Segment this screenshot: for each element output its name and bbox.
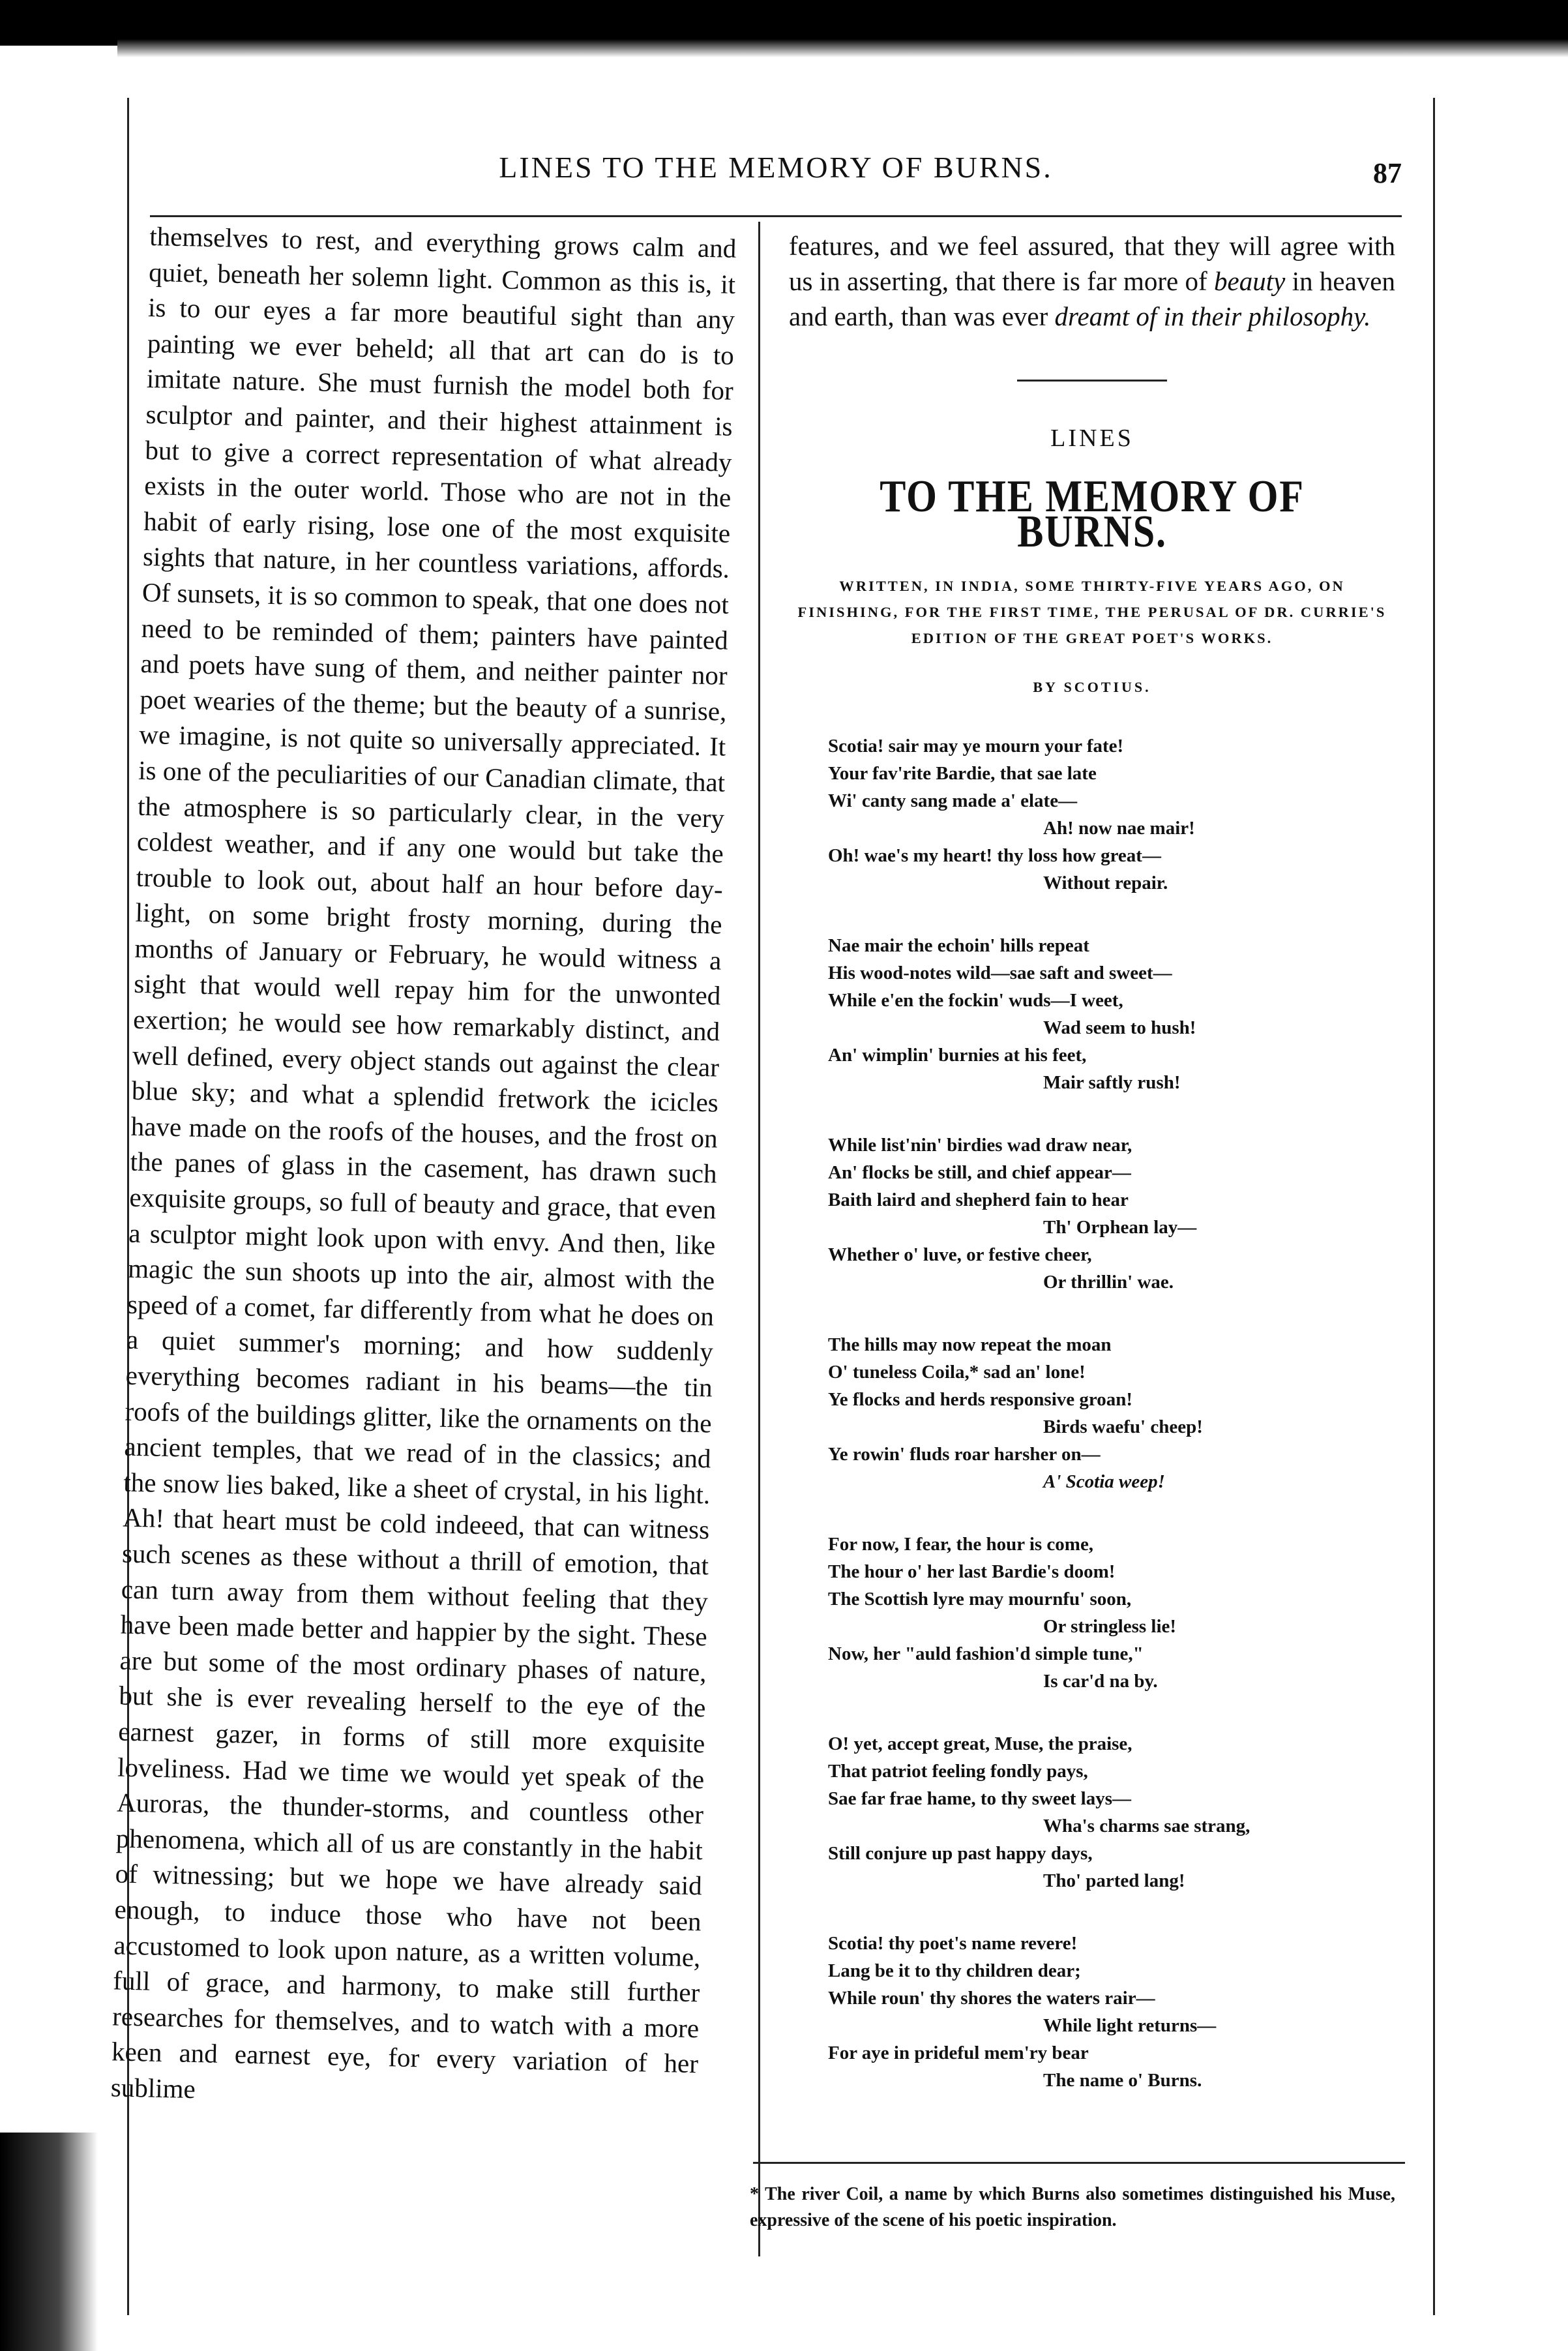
poem-line-indented: Wad seem to hush! [1043,1017,1196,1038]
poem-line-indented: Wha's charms sae strang, [1043,1816,1250,1836]
poem-line: Whether o' luve, or festive cheer, [828,1244,1092,1265]
poem-line: While e'en the fockin' wuds—I weet, [828,990,1123,1011]
poem-line: Now, her "auld fashion'd simple tune," [828,1643,1144,1664]
poem-line: O' tuneless Coila,* sad an' lone! [828,1362,1086,1383]
poem-line: An' flocks be still, and chief appear— [828,1162,1131,1183]
poem-line: Still conjure up past happy days, [828,1843,1093,1864]
poem-line-indented: Or stringless lie! [1043,1616,1177,1637]
stanza-1 [828,732,1395,897]
emphasis-dreamt: dreamt of in their philosophy. [1054,301,1371,331]
poem-line: Oh! wae's my heart! thy loss how great— [828,845,1161,866]
right-column [789,228,1395,2283]
poem-line: Ye rowin' fluds roar harsher on— [828,1444,1101,1465]
poem-line-indented: Tho' parted lang! [1043,1870,1185,1891]
poem-line-indented: Or thrillin' wae. [1043,1272,1174,1293]
poem-line-indented: Birds waefu' cheep! [1043,1416,1203,1437]
poem-line: For now, I fear, the hour is come, [828,1534,1094,1555]
poem-line: O! yet, accept great, Muse, the praise, [828,1733,1132,1754]
poem-line: Scotia! thy poet's name revere! [828,1933,1078,1954]
poem-line-indented: Without repair. [1043,873,1168,893]
poem-line-indented: Ah! now nae mair! [1043,818,1195,839]
stanza-4 [828,1331,1395,1495]
poem-line: Nae mair the echoin' hills repeat [828,935,1089,956]
stanza-6 [828,1730,1395,1894]
poem-line: Ye flocks and herds responsive groan! [828,1389,1133,1410]
paragraph-text-start: features, and we feel assured, that they will agree with us in asserting, that there is far more of [789,231,1395,296]
stanza-2 [828,932,1395,1096]
poem-line-indented: Is car'd na by. [1043,1671,1158,1692]
poem-line-indented: The name o' Burns. [1043,2070,1202,2091]
left-column [107,218,737,2284]
poem-title: TO THE MEMORY OF BURNS. [880,472,1305,557]
poem-byline: BY SCOTIUS. [1033,679,1151,695]
footnote-rule [753,2162,1405,2164]
poem-line: His wood-notes wild—sae saft and sweet— [828,963,1172,983]
poem-line: While roun' thy shores the waters rair— [828,1988,1155,2009]
stanza-7 [828,1930,1395,2094]
poem-subtitle: WRITTEN, IN INDIA, SOME THIRTY-FIVE YEARS AGO, ON FINISHING, FOR THE FIRST TIME, THE PERUSAL OF DR. CURRIE'S EDITION OF THE GREAT POET'S WORKS. [797,578,1387,646]
poem-line: The Scottish lyre may mournfu' soon, [828,1589,1132,1610]
emphasis-beauty: beauty [1214,266,1286,296]
poem-heading-lines: LINES [1050,425,1134,452]
poem-line-indented: Th' Orphean lay— [1043,1217,1197,1238]
poem-line: An' wimplin' burnies at his feet, [828,1045,1087,1066]
poem-line: Your fav'rite Bardie, that sae late [828,763,1097,784]
poem-line: The hour o' her last Bardie's doom! [828,1561,1116,1582]
stanza-5 [828,1531,1395,1695]
column-divider [758,222,760,2256]
scan-binding-shadow [0,2133,98,2351]
continued-paragraph [789,228,1395,334]
poem-line-indented: A' Scotia weep! [1043,1471,1165,1492]
poem-line-indented: While light returns— [1043,2015,1217,2036]
scan-top-shadow [117,39,1568,57]
poem-line: For aye in prideful mem'ry bear [828,2043,1089,2063]
running-head: LINES TO THE MEMORY OF BURNS. [499,151,1053,184]
body-paragraph: themselves to rest, and everything grows calm and quiet, beneath her solemn light. Common as this is, it is to our eyes a far more beautiful sight than any painting we ever beheld; all that art can do is to imitate nature. She must furnish the model both for sculptor and painter, and their highest attainment is but to give a correct representation of what already exists in the outer world. Those who are not in the habit of early rising, lose one of the most exquisite sights that nature, in her countless variations, affords. Of sunsets, it is so common to speak, that one does not need to be reminded of them; painters have painted and poets have sung of them, and neither painter nor poet wearies of the theme; but the beauty of a sunrise, we imagine, is not quite so universally appreciated. It is one of the peculiarities of our Canadian climate, that the atmosphere is so particularly clear, in the very coldest weather, and if any one would but take the trouble to look out, about half an hour before day-light, on some bright frosty morning, during the months of January or February, he would witness a sight that would well repay him for the unwonted exertion; he would see how remarkably distinct, and well defined, every object stands out against the clear blue sky; and what a splendid fretwork the icicles have made on the roofs of the houses, and the frost on the panes of glass in the casement, has drawn such exquisite groups, so full of beauty and grace, that even a sculptor might look upon with envy. And then, like magic the sun shoots up into the air, almost with the speed of a comet, far differently from what he does on a quiet summer's morning; and how suddenly everything becomes radiant in his beams—the tin roofs of the buildings glitter, like the ornaments on the ancient temples, that we read of in the classics; and the snow lies baked, like a sheet of crystal, in his light. Ah! that heart must be cold indeeed, that can witness such scenes as these without a thrill of emotion, that can turn away from them without feeling that they have been made better and happier by the sight. These are but some of the most ordinary phases of nature, but she is ever revealing herself to the eye of the earnest gazer, in forms of still more exquisite loveliness. Had we time we would yet speak of the Auroras, the thunder-storms, and countless other phenomena, which all of us are constantly in the habit of witnessing; but we hope we have already said enough, to induce those who have not been accustomed to look upon nature, as a written volume, full of grace, and harmony, to make still further researches for themselves, and to watch with a more keen and earnest eye, for every variation of her sublime [110,220,737,2104]
poem-line: Scotia! sair may ye mourn your fate! [828,736,1124,756]
stanza-3 [828,1131,1395,1296]
paragraph-text-middle: in heaven and earth, than was ever [789,266,1396,331]
poem-line: That patriot feeling fondly pays, [828,1761,1088,1782]
poem-line: While list'nin' birdies wad draw near, [828,1135,1132,1156]
footnote: * The river Coil, a name by which Burns also sometimes distinguished his Muse, expressive of the scene of his poetic inspiration. [750,2184,1395,2230]
poem-line: Sae far frae hame, to thy sweet lays— [828,1788,1131,1809]
page-number: 87 [1373,157,1402,189]
poem-line: Wi' canty sang made a' elate— [828,790,1078,811]
section-rule [1017,380,1167,382]
header-rule [150,215,1402,217]
poem-line-indented: Mair saftly rush! [1043,1072,1181,1093]
page-header [150,143,1402,196]
poem-line: The hills may now repeat the moan [828,1334,1112,1355]
poem-line: Baith laird and shepherd fain to hear [828,1190,1129,1210]
poem-line: Lang be it to thy children dear; [828,1960,1081,1981]
